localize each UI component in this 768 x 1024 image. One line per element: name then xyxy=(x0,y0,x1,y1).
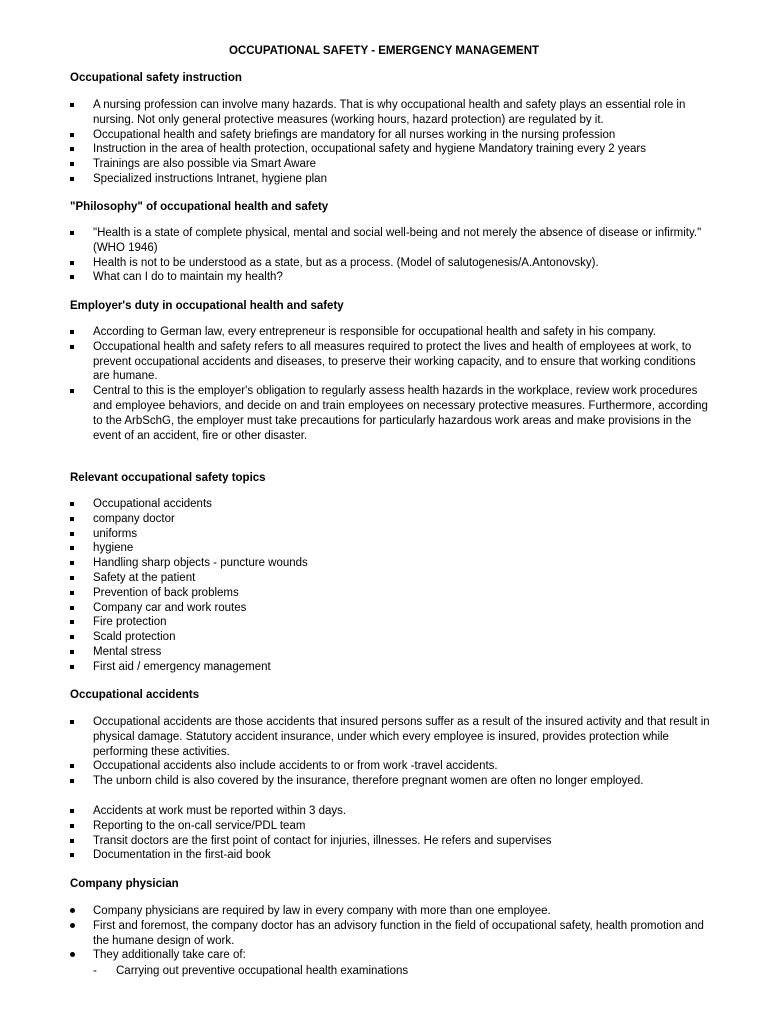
square-bullet-icon xyxy=(70,103,74,107)
square-bullet-icon xyxy=(70,133,74,137)
round-bullet-icon xyxy=(70,952,75,957)
list-item: Safety at the patient xyxy=(70,571,710,586)
square-bullet-icon xyxy=(70,779,74,783)
round-bullet-icon xyxy=(70,923,75,928)
list-item: Accidents at work must be reported within 3 days. xyxy=(70,804,710,819)
list-item: Health is not to be understood as a state, but as a process. (Model of salutogenesis/A.Antonovsky). xyxy=(70,256,710,271)
square-bullet-icon xyxy=(70,546,74,550)
section-heading-occupational-accidents: Occupational accidents xyxy=(70,689,200,701)
square-bullet-icon xyxy=(70,839,74,843)
square-bullet-icon xyxy=(70,532,74,536)
list-item: They additionally take care of: xyxy=(70,948,710,963)
list-item: Occupational accidents also include accidents to or from work -travel accidents. xyxy=(70,759,710,774)
list-item: Documentation in the first-aid book xyxy=(70,848,710,863)
list-item: Reporting to the on-call service/PDL team xyxy=(70,819,710,834)
square-bullet-icon xyxy=(70,635,74,639)
accident-reporting-list xyxy=(70,804,710,863)
list-item: Prevention of back problems xyxy=(70,586,710,601)
list-item: A nursing profession can involve many hazards. That is why occupational health and safety plays an essential role in nursing. Not only general protective measures (working hours, hazard protection) are regulated by it. xyxy=(70,98,710,128)
section-heading-safety-topics: Relevant occupational safety topics xyxy=(70,472,266,484)
list-item: company doctor xyxy=(70,512,710,527)
document-title: OCCUPATIONAL SAFETY - EMERGENCY MANAGEMENT xyxy=(228,45,540,57)
square-bullet-icon xyxy=(70,261,74,265)
company-physician-list xyxy=(70,904,710,963)
square-bullet-icon xyxy=(70,650,74,654)
list-item: Scald protection xyxy=(70,630,710,645)
square-bullet-icon xyxy=(70,330,74,334)
list-item: First and foremost, the company doctor has an advisory function in the field of occupational safety, health promotion and the humane design of work. xyxy=(70,919,710,949)
physician-sub-list xyxy=(93,964,693,979)
square-bullet-icon xyxy=(70,162,74,166)
list-item: "Health is a state of complete physical, mental and social well-being and not merely the absence of disease or infirmity." (WHO 1946) xyxy=(70,226,710,256)
list-item: Transit doctors are the first point of contact for injuries, illnesses. He refers and supervises xyxy=(70,834,710,849)
section-heading-philosophy: "Philosophy" of occupational health and safety xyxy=(70,201,329,213)
square-bullet-icon xyxy=(70,147,74,151)
list-item: Instruction in the area of health protection, occupational safety and hygiene Mandatory training every 2 years xyxy=(70,142,710,157)
square-bullet-icon xyxy=(70,345,74,349)
section-heading-company-physician: Company physician xyxy=(70,878,179,890)
square-bullet-icon xyxy=(70,576,74,580)
dash-marker: - xyxy=(93,965,97,977)
square-bullet-icon xyxy=(70,620,74,624)
round-bullet-icon xyxy=(70,908,75,913)
square-bullet-icon xyxy=(70,764,74,768)
safety-topics-list xyxy=(70,497,710,675)
square-bullet-icon xyxy=(70,606,74,610)
list-item: Specialized instructions Intranet, hygiene plan xyxy=(70,172,710,187)
square-bullet-icon xyxy=(70,809,74,813)
philosophy-list xyxy=(70,226,710,285)
section-heading-employer-duty: Employer's duty in occupational health and safety xyxy=(70,300,344,312)
occupational-accidents-list xyxy=(70,715,710,789)
square-bullet-icon xyxy=(70,853,74,857)
list-item: Handling sharp objects - puncture wounds xyxy=(70,556,710,571)
square-bullet-icon xyxy=(70,517,74,521)
list-item: Company physicians are required by law in every company with more than one employee. xyxy=(70,904,710,919)
list-item: hygiene xyxy=(70,541,710,556)
list-item: Company car and work routes xyxy=(70,601,710,616)
employer-duty-list xyxy=(70,325,710,443)
list-item: Occupational health and safety briefings are mandatory for all nurses working in the nursing profession xyxy=(70,128,710,143)
list-item: Occupational accidents are those accidents that insured persons suffer as a result of the insured activity and that result in physical damage. Statutory accident insurance, under which every employee is insured, provides protection while performing these activities. xyxy=(70,715,710,759)
list-item: Occupational accidents xyxy=(70,497,710,512)
square-bullet-icon xyxy=(70,720,74,724)
list-item: Mental stress xyxy=(70,645,710,660)
square-bullet-icon xyxy=(70,177,74,181)
list-item: The unborn child is also covered by the insurance, therefore pregnant women are often no longer employed. xyxy=(70,774,710,789)
section-heading-safety-instruction: Occupational safety instruction xyxy=(70,72,242,84)
square-bullet-icon xyxy=(70,389,74,393)
list-item: What can I do to maintain my health? xyxy=(70,270,710,285)
square-bullet-icon xyxy=(70,502,74,506)
square-bullet-icon xyxy=(70,665,74,669)
list-item: Fire protection xyxy=(70,615,710,630)
square-bullet-icon xyxy=(70,231,74,235)
list-item: First aid / emergency management xyxy=(70,660,710,675)
sub-list-item: - Carrying out preventive occupational health examinations xyxy=(93,965,409,977)
list-item: uniforms xyxy=(70,527,710,542)
square-bullet-icon xyxy=(70,591,74,595)
square-bullet-icon xyxy=(70,275,74,279)
square-bullet-icon xyxy=(70,561,74,565)
list-item: Trainings are also possible via Smart Aware xyxy=(70,157,710,172)
safety-instruction-list xyxy=(70,98,710,187)
list-item: Central to this is the employer's obligation to regularly assess health hazards in the workplace, review work procedures and employee behaviors, and decide on and train employees on necessary protective measures. Furthermore, according to the ArbSchG, the employer must take precautions for particularly hazardous work areas and make provisions in the event of an accident, fire or other disaster. xyxy=(70,384,710,443)
square-bullet-icon xyxy=(70,824,74,828)
list-item: According to German law, every entrepreneur is responsible for occupational health and safety in his company. xyxy=(70,325,710,340)
list-item: Occupational health and safety refers to all measures required to protect the lives and health of employees at work, to prevent occupational accidents and diseases, to preserve their working capacity, and to ensure that working conditions are humane. xyxy=(70,340,710,384)
